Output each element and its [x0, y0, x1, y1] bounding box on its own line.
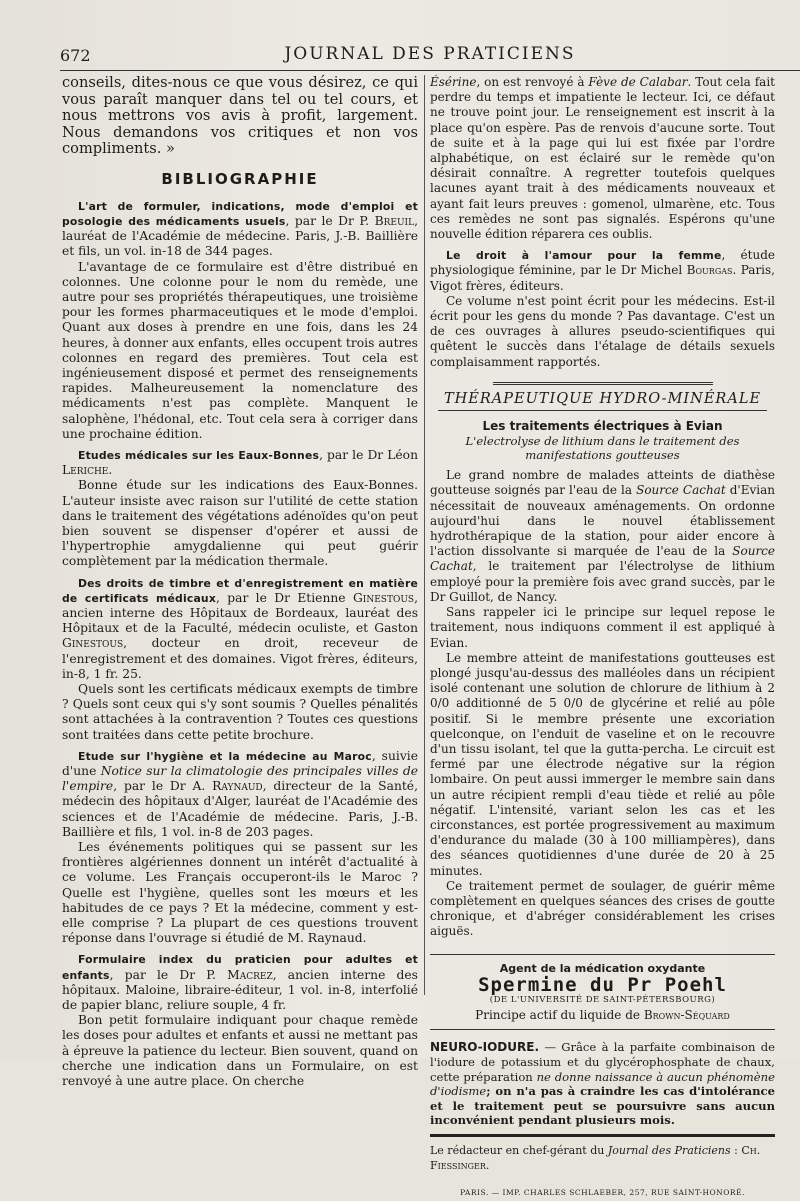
bib-entry-5-byline: , par le Dr P.	[109, 967, 216, 982]
intro-paragraph: conseils, dites-nous ce que vous désirez, ce qui vous paraît manquer dans tel ou tel cours, et nous mettrons vos avis à profit, largement. Nous demandons vos critiques et non vos compliments. »	[62, 74, 418, 157]
bib-entry-3-author: Ginestous	[352, 590, 415, 605]
left-column	[62, 74, 418, 1089]
ad-brand: Spermine du Pr Poehl	[478, 973, 727, 996]
hydro-rule	[438, 410, 767, 411]
editor-line-journal: Journal des Praticiens	[607, 1143, 731, 1157]
ad-tagline: Agent de la médication oxydante	[499, 961, 706, 975]
bib-entry-2-title: Etudes médicales sur les Eaux-Bonnes	[78, 448, 320, 462]
article-p1-source: Source Cachat	[636, 483, 726, 498]
bib-entry-1	[62, 199, 418, 260]
neuro-text-italic: ne donne naissance à aucun phénomène d'iodisme	[430, 1069, 775, 1099]
bib-entry-4-title: Etude sur l'hygiène et la médecine au Maroc	[78, 749, 372, 763]
bib-entry-3-title: Des droits de timbre et d'enregistrement en matière de certificats médicaux	[62, 576, 418, 605]
article-p1-start: Le grand nombre de malades atteints de diathèse goutteuse soignés par l'eau de la	[430, 468, 775, 498]
bib-entry-1-author: Breuil	[374, 213, 415, 228]
article-paragraph-2: Sans rappeler ici le principe sur lequel repose le traitement, nous indiquons comment il est appliqué à Evian.	[430, 605, 775, 650]
bib-entry-2-review: Bonne étude sur les indications des Eaux-Bonnes. L'auteur insiste avec raison sur l'utilité de cette station dans le traitement des végétations adénoïdes qu'on peut bien souvent se dispenser d'opérer et aussi de l'hypertrophie amygdalienne qui peut guérir complètement par la médication thermale.	[62, 478, 418, 569]
neuro-iodure-advertisement	[430, 1040, 775, 1137]
page-header	[60, 42, 800, 68]
section-title-bibliographie: BIBLIOGRAPHIE	[161, 169, 319, 188]
bib-entry-6-review: Ce volume n'est point écrit pour les médecins. Est-il écrit pour les gens du monde ? Pas davantage. C'est un de ces ouvrages à allures pseudo-scientifiques qui quêtent le succès dans l'étalage de détails sexuels complaisamment rapportés.	[430, 293, 775, 369]
bib-entry-4-byline: , par le Dr A.	[113, 779, 206, 794]
bib-entry-5	[62, 952, 418, 1013]
continued-review	[430, 75, 775, 242]
page-number: 672	[60, 46, 91, 65]
neuro-text-2: ; on n'a pas à craindre les cas d'intolérance et le traitement peut se poursuivre sans aucun inconvénient pendant plusieurs mois.	[430, 1084, 775, 1128]
editor-line-name: : Ch. Fiessinger.	[430, 1143, 761, 1173]
bib-entry-5-details: , ancien interne des hôpitaux. Maloine, libraire-éditeur, 1 vol. in-8, interfolié de papier blanc, reliure souple, 4 fr.	[62, 967, 418, 1013]
bib-entry-1-title: L'art de formuler, indications, mode d'emploi et posologie des médicaments usuels	[62, 199, 418, 228]
bib-entry-2-author: Leriche	[62, 463, 109, 478]
double-rule-top	[493, 382, 713, 385]
bib-entry-2-byline: , par le Dr Léon	[319, 447, 418, 462]
bib-entry-3-mid: , ancien interne des Hôpitaux de Bordeaux, lauréat des Hôpitaux et de la Faculté, médecin oculiste, et Gaston	[62, 590, 418, 636]
bib-entry-5-review: Bon petit formulaire indiquant pour chaque remède les doses pour adultes et enfants et aussi ne mettant pas à épreuve la patience du lecteur. Bien souvent, quand on cherche une indication dans un Formulaire, on est renvoyé à une autre place. On cherche	[62, 1013, 418, 1089]
bib-entry-3-review: Quels sont les certificats médicaux exempts de timbre ? Quels sont ceux qui s'y sont soumis ? Quelles pénalités sont attachées à la contravention ? Toutes ces questions sont traitées dans cette petite brochure.	[62, 682, 418, 742]
editor-line	[430, 1143, 775, 1173]
ad-university: (DE L'UNIVERSITÉ DE SAINT-PÉTERSBOURG)	[489, 994, 716, 1005]
spermine-advertisement	[430, 954, 775, 1031]
right-column	[430, 75, 775, 1198]
article-p1-end: , le traitement par l'électrolyse de lithium employé pour la première fois avec grand succès, par le Dr Guillot, de Nancy.	[430, 559, 775, 604]
neuro-rule	[430, 1134, 775, 1137]
section-title-hydro: THÉRAPEUTIQUE HYDRO-MINÉRALE	[443, 390, 762, 407]
neuro-brand: NEURO-IODURE.	[430, 1040, 539, 1055]
article-paragraph-4: Ce traitement permet de soulager, de guérir même complètement en quelques séances des crises de goutte chronique, et d'abréger considérablement les crises aiguës.	[430, 878, 775, 939]
ad-principle-text: Principe actif du liquide de	[475, 1008, 640, 1023]
ad-principle	[430, 1008, 775, 1023]
hydro-section-header	[430, 382, 775, 411]
column-divider	[424, 75, 425, 995]
bib-entry-6-author: Bourgas	[686, 263, 733, 278]
bib-entry-1-details: , lauréat de l'Académie de médecine. Paris, J.-B. Baillière et fils, un vol. in-18 de 344 pages.	[62, 213, 418, 259]
header-rule	[60, 70, 800, 71]
article-p1-source-2: Source Cachat	[430, 544, 775, 574]
bib-entry-6-title: Le droit à l'amour pour la femme	[446, 249, 722, 263]
bib-entry-4-details: , directeur de la Santé, médecin des hôpitaux d'Alger, lauréat de l'Académie des sciences et de l'Académie de médecine. Paris, J.-B. Baillière et fils, 1 vol. in-8 de 203 pages.	[62, 779, 418, 839]
article-title: Les traitements électriques à Evian	[482, 419, 723, 434]
article-p1-mid: d'Evian nécessitait de nouveaux aménagements. On ordonne aujourd'hui dans le nouvel établissement hydrothérapique de la station, pour aider encore à l'action dissolvante si marquée de l'eau de la	[430, 483, 775, 559]
continued-review-rest: . Tout cela fait perdre du temps et impatiente le lecteur. Ici, ce défaut ne trouve point jour. Le renseignement est inscrit à la place qu'on espère. Pas de renvois d'aucune sorte. Tout de suite et à la page qui lui est fixée par l'ordre alphabétique, on est éclairé sur le remède qu'on désirait connaître. A regretter toutefois quelques lacunes ayant trait à des médicaments nouveaux et ayant fait leurs preuves : gomenol, ulmarène, etc. Tous ces remèdes ne sont pas signalés. Espérons qu'une nouvelle édition réparera ces oublis.	[430, 75, 775, 242]
bib-entry-2	[62, 448, 418, 478]
bib-entry-4-author: Raynaud	[212, 779, 263, 794]
ad-principle-name: Brown-Séquard	[643, 1008, 730, 1023]
bib-entry-1-byline: , par le Dr P.	[285, 213, 370, 228]
bib-entry-3-byline: , par le Dr Etienne	[215, 590, 346, 605]
continued-review-italic-2: Fève de Calabar	[588, 75, 688, 89]
article-subtitle: L'electrolyse de lithium dans le traitement des manifestations goutteuses	[465, 434, 740, 463]
bib-entry-2-details: .	[108, 463, 113, 478]
bib-entry-3-author2: Ginestous	[62, 636, 124, 651]
bib-entry-4-review: Les événements politiques qui se passent sur les frontières algériennes donnent un intérêt d'actualité à ce volume. Les Français occuperont-ils le Maroc ? Quelle est l'hygiène, quelles sont les mœurs et les habitudes de ce pays ? Et la médecine, comment y est-elle comprise ? La plupart de ces questions trouvent réponse dans l'ouvrage si étudié de M. Raynaud.	[62, 840, 418, 946]
bib-entry-6-byline: , étude physiologique féminine, par le Dr Michel	[430, 248, 775, 278]
bib-entry-4-notice: Notice sur la climatologie des principales villes de l'empire	[62, 764, 418, 794]
bib-entry-6	[430, 248, 775, 294]
bib-entry-5-title: Formulaire index du praticien pour adultes et enfants	[62, 953, 418, 982]
continued-review-italic-1: Ésérine	[430, 75, 477, 89]
article-paragraph-3: Le membre atteint de manifestations goutteuses est plongé jusqu'au-dessus des malléoles dans un récipient isolé contenant une solution de chlorure de lithium à 2 0/0 additionné de 5 0/0 de glycérine et relié au pôle positif. Si le membre présente une excoriation quelconque, on l'enduit de vaseline et on le recouvre d'un tissu isolant, tel que la gutta-percha. Le circuit est fermé par une électrode négative sur la région lombaire. On peut aussi immerger le membre sain dans un autre récipient rempli d'eau tiède et relié au pôle négatif. L'intensité, variant selon les cas et les circonstances, est portée progressivement au maximum d'endurance du malade (30 à 100 milliampères), dans des séances quotidiennes d'une durée de 20 à 25 minutes.	[430, 650, 775, 878]
journal-title: JOURNAL DES PRATICIENS	[284, 44, 576, 64]
bib-entry-1-review: L'avantage de ce formulaire est d'être distribué en colonnes. Une colonne pour le nom du remède, une autre pour ses propriétés thérapeutiques, une troisième pour les formes pharmaceutiques et le mode d'emploi. Quant aux doses à prendre en une fois, dans les 24 heures, à donner aux enfants, elles occupent trois autres colonnes en regard des premières. Tout cela est ingénieusement disposé et permet des renseignements rapides. Malheureusement la nomenclature des médicaments n'est pas complète. Manquent le salophène, l'hédonal, etc. Tout cela sera à corriger dans une prochaine édition.	[62, 259, 418, 441]
bib-entry-4-mid: , suivie d'une	[62, 748, 418, 779]
bib-entry-6-details: . Paris, Vigot frères, éditeurs.	[430, 263, 775, 293]
article-paragraph-1	[430, 468, 775, 605]
editor-line-pre: Le rédacteur en chef-gérant du	[430, 1143, 605, 1157]
bib-entry-3	[62, 576, 418, 682]
bib-entry-4	[62, 749, 418, 840]
bib-entry-3-details: , docteur en droit, receveur de l'enregistrement et des domaines. Vigot frères, éditeurs, in-8, 1 fr. 25.	[62, 636, 418, 681]
printer-imprint: PARIS. — IMP. CHARLES SCHLAEBER, 257, RUE SAINT-HONORÉ.	[460, 1188, 745, 1198]
neuro-text-1: — Grâce à la parfaite combinaison de l'iodure de potassium et du glycérophosphate de chaux, cette préparation	[430, 1040, 775, 1084]
continued-review-mid: , on est renvoyé à	[476, 75, 585, 89]
bib-entry-5-author: Macrez	[227, 967, 273, 982]
